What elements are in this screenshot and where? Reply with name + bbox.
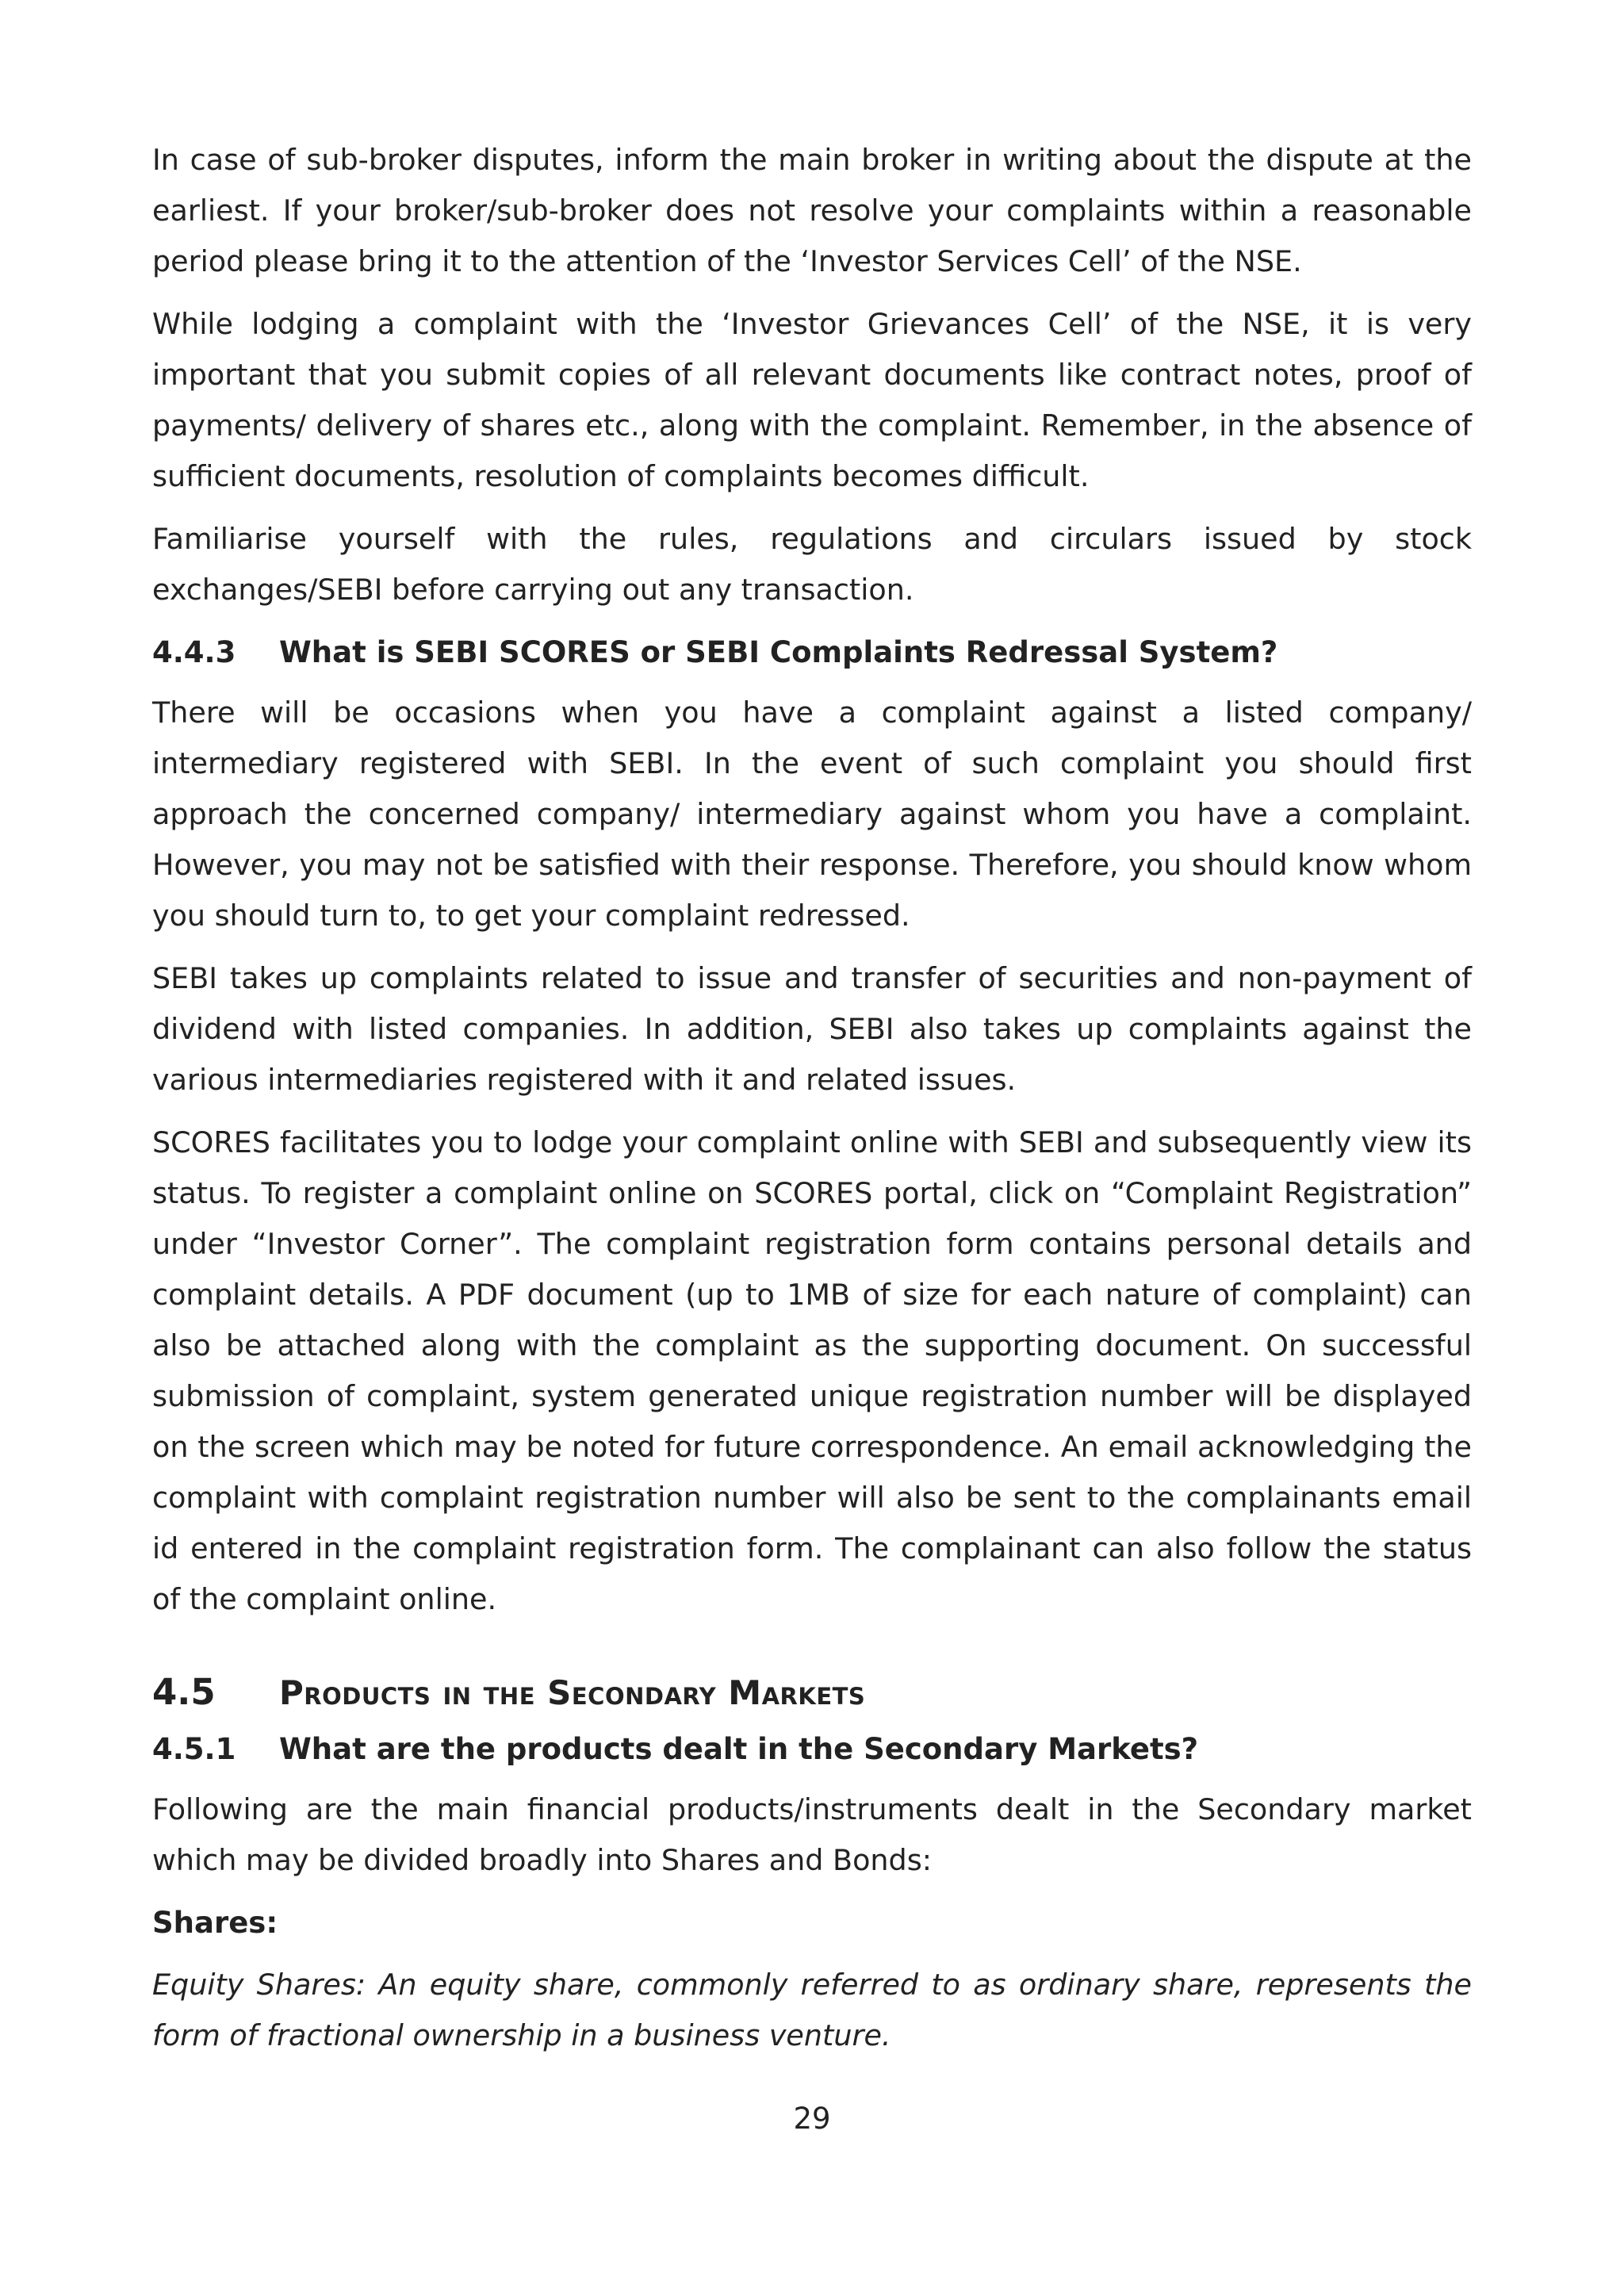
section-number: 4.5 [152,1671,216,1713]
paragraph-lodging-complaint: While lodging a complaint with the ‘Investor Grievances Cell’ of the NSE, it is very important that you submit copies of all relevant documents like contract notes, proof of payments/ delivery of shares etc., along with the complaint. Remember, in the absence of sufficient documents, resolution of complaints becomes difficult. [152,307,1472,493]
paragraph-following-products: Following are the main financial products/instruments dealt in the Secondary market which may be divided broadly into Shares and Bonds: [152,1792,1472,1877]
paragraph-equity-shares: Equity Shares: An equity share, commonly referred to as ordinary share, represents the form of fractional ownership in a business venture. [152,1968,1472,2052]
heading-4-4-3 [152,627,1472,678]
paragraph-scores-facilitates: SCORES facilitates you to lodge your complaint online with SEBI and subsequently view its status. To register a complaint online on SCORES portal, click on “Complaint Registration” under “Investor Corner”. The complaint registration form contains personal details and complaint details. A PDF document (up to 1MB of size for each nature of complaint) can also be attached along with the complaint as the supporting document. On successful submission of complaint, system generated unique registration number will be displayed on the screen which may be noted for future correspondence. An email acknowledging the complaint with complaint registration number will also be sent to the complainants email id entered in the complaint registration form. The complainant can also follow the status of the complaint online. [152,1125,1472,1616]
heading-title: What is SEBI SCORES or SEBI Complaints Redressal System? [279,635,1278,669]
paragraph-occasions: There will be occasions when you have a complaint against a listed company/ intermediary registered with SEBI. In the event of such complaint you should first approach the concerned company/ intermediary against whom you have a complaint. However, you may not be satisfied with their response. Therefore, you should know whom you should turn to, to get your complaint redressed. [152,696,1472,933]
page-number: 29 [793,2102,831,2136]
heading-title: What are the products dealt in the Secondary Markets? [279,1732,1199,1766]
paragraph-familiarise: Familiarise yourself with the rules, regulations and circulars issued by stock exchanges/SEBI before carrying out any transaction. [152,522,1472,607]
heading-4-5 [152,1671,1472,1713]
section-title: Products in the Secondary Markets [279,1673,866,1712]
paragraph-sebi-takes-up: SEBI takes up complaints related to issue and transfer of securities and non-payment of dividend with listed companies. In addition, SEBI also takes up complaints against the various intermediaries registered with it and related issues. [152,961,1472,1097]
heading-4-5-1 [152,1724,1472,1775]
heading-number: 4.5.1 [152,1732,236,1766]
paragraph-sub-broker-disputes: In case of sub-broker disputes, inform the main broker in writing about the dispute at the earliest. If your broker/sub-broker does not resolve your complaints within a reasonable period please bring it to the attention of the ‘Investor Services Cell’ of the NSE. [152,143,1472,278]
shares-label: Shares: [152,1906,278,1940]
document-page [152,135,1472,2073]
heading-number: 4.4.3 [152,635,236,669]
